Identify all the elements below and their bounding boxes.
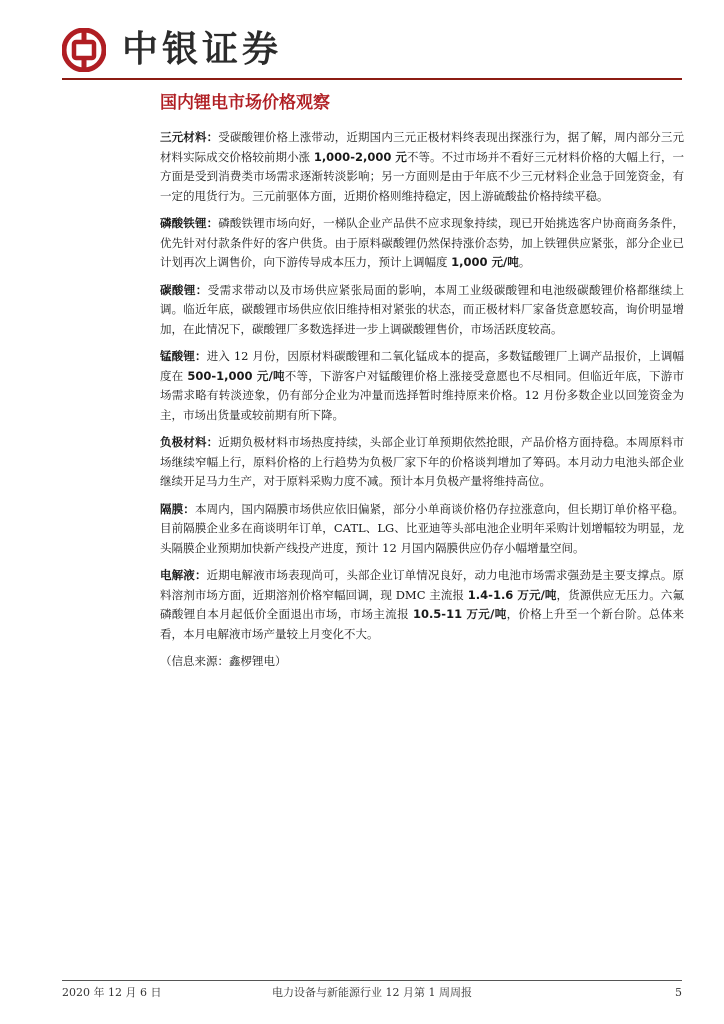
article-body — [160, 128, 684, 672]
paragraph — [160, 214, 684, 273]
header-divider — [62, 78, 682, 80]
paragraph-text: 。 — [518, 255, 531, 269]
paragraph-text: 不等，下游客户对锰酸锂价格上涨接受意愿也不尽相同。但临近年底，下游市场需求略有转淡迹象，仍有部分企业为冲量而选择暂时维持原来价格。12 月份多数企业以回笼资金为主，市场出货量或较前期有所下降。 — [160, 368, 684, 422]
paragraph-text: 不等。不过市场并不看好三元材料价格的大幅上行，一方面是受到消费类市场需求逐渐转淡影响；另一方面则是由于年底不少三元材料企业急于回笼资金，有一定的甩货行为。三元前驱体方面，近期价格则维持稳定，因上游硫酸盐价格持续平稳。 — [160, 149, 685, 203]
highlighted-value: 10.5-11 万元/吨 — [412, 607, 507, 621]
paragraph-term: 锰酸锂： — [160, 349, 207, 363]
paragraph-text: 受碳酸锂价格上涨带动，近期国内三元正极材料终表现出探涨行为，据了解，周内部分三元材料实际成交价格较前期小涨 — [160, 130, 685, 164]
page-title: 国内锂电市场价格观察 — [160, 93, 330, 113]
paragraph-term: 三元材料： — [160, 130, 219, 144]
highlighted-value: 1,000 元/吨 — [451, 255, 519, 269]
paragraph-term: 碳酸锂： — [160, 282, 208, 297]
brand-name: 中银证券 — [122, 29, 283, 70]
paragraph-term: 隔膜： — [160, 501, 195, 516]
paragraph — [160, 433, 684, 492]
bank-of-china-logo-icon — [62, 28, 106, 72]
highlighted-value: 500-1,000 元/吨 — [187, 368, 285, 383]
page-number: 5 — [675, 986, 682, 999]
paragraph-text: ，价格上升至一个新台阶。总体来看，本月电解液市场产量较上月变化不大。 — [160, 607, 685, 641]
paragraph — [160, 566, 684, 644]
source-note: （信息来源：鑫椤锂电） — [160, 654, 287, 668]
paragraph-text: 近期负极材料市场热度持续，头部企业订单预期依然抢眼，产品价格方面持稳。本周原料市场继续窄幅上行，原料价格的上行趋势为负极厂家下年的价格谈判增加了筹码。本月动力电池头部企业继续开足马力生产，对于原料采购力度不减。预计本月负极产量将维持高位。 — [160, 435, 685, 488]
paragraph-text: 进入 12 月份，因原材料碳酸锂和二氧化锰成本的提高，多数锰酸锂厂上调产品报价，上调幅度在 — [160, 349, 684, 383]
highlighted-value: 1.4-1.6 万元/吨 — [467, 587, 557, 602]
paragraph-text: ，货源供应无压力。六氟磷酸锂自本月起低价全面退出市场，市场主流报 — [160, 587, 684, 621]
paragraph-text: 本周内，国内隔膜市场供应依旧偏紧，部分小单商谈价格仍存拉涨意向，但长期订单价格平稳。目前隔膜企业多在商谈明年订单，CATL、LG、比亚迪等头部电池企业明年采购计划增幅较为明显，龙头隔膜企业预期加快新产线投产进度，预计 12 月国内隔膜供应仍存小幅增量空间。 — [160, 501, 685, 555]
paragraph — [160, 500, 684, 559]
paragraph-text: 近期电解液市场表现尚可，头部企业订单情况良好，动力电池市场需求强劲是主要支撑点。原料溶剂市场方面，近期溶剂价格窄幅回调，现 DMC 主流报 — [160, 568, 684, 602]
footer — [62, 984, 682, 1002]
paragraph-term: 负极材料： — [160, 435, 219, 449]
footer-date: 2020 年 12 月 6 日 — [62, 986, 162, 999]
paragraph-term: 电解液： — [160, 568, 207, 582]
paragraph-term: 磷酸铁锂： — [160, 216, 219, 230]
footer-report-title: 电力设备与新能源行业 12 月第 1 周周报 — [272, 986, 472, 999]
paragraph-text: 受需求带动以及市场供应紧张局面的影响，本周工业级碳酸锂和电池级碳酸锂价格都继续上调。临近年底，碳酸锂市场供应依旧维持相对紧张的状态，而正极材料厂家备货意愿较高，询价明显增加，在此情况下，碳酸锂厂多数选择进一步上调碳酸锂售价，市场活跃度较高。 — [160, 282, 685, 336]
paragraph — [160, 281, 684, 340]
header — [62, 26, 682, 76]
paragraph — [160, 128, 684, 206]
footer-divider — [62, 980, 682, 981]
highlighted-value: 1,000-2,000 元 — [313, 149, 407, 164]
paragraph-text: 磷酸铁锂市场向好，一梯队企业产品供不应求现象持续，现已开始挑选客户协商商务条件，优先针对付款条件好的客户供货。由于原料碳酸锂仍然保持涨价态势，加上铁锂供应紧张，部分企业已计划再次上调售价，向下游传导成本压力，预计上调幅度 — [160, 216, 685, 269]
paragraph — [160, 347, 684, 425]
